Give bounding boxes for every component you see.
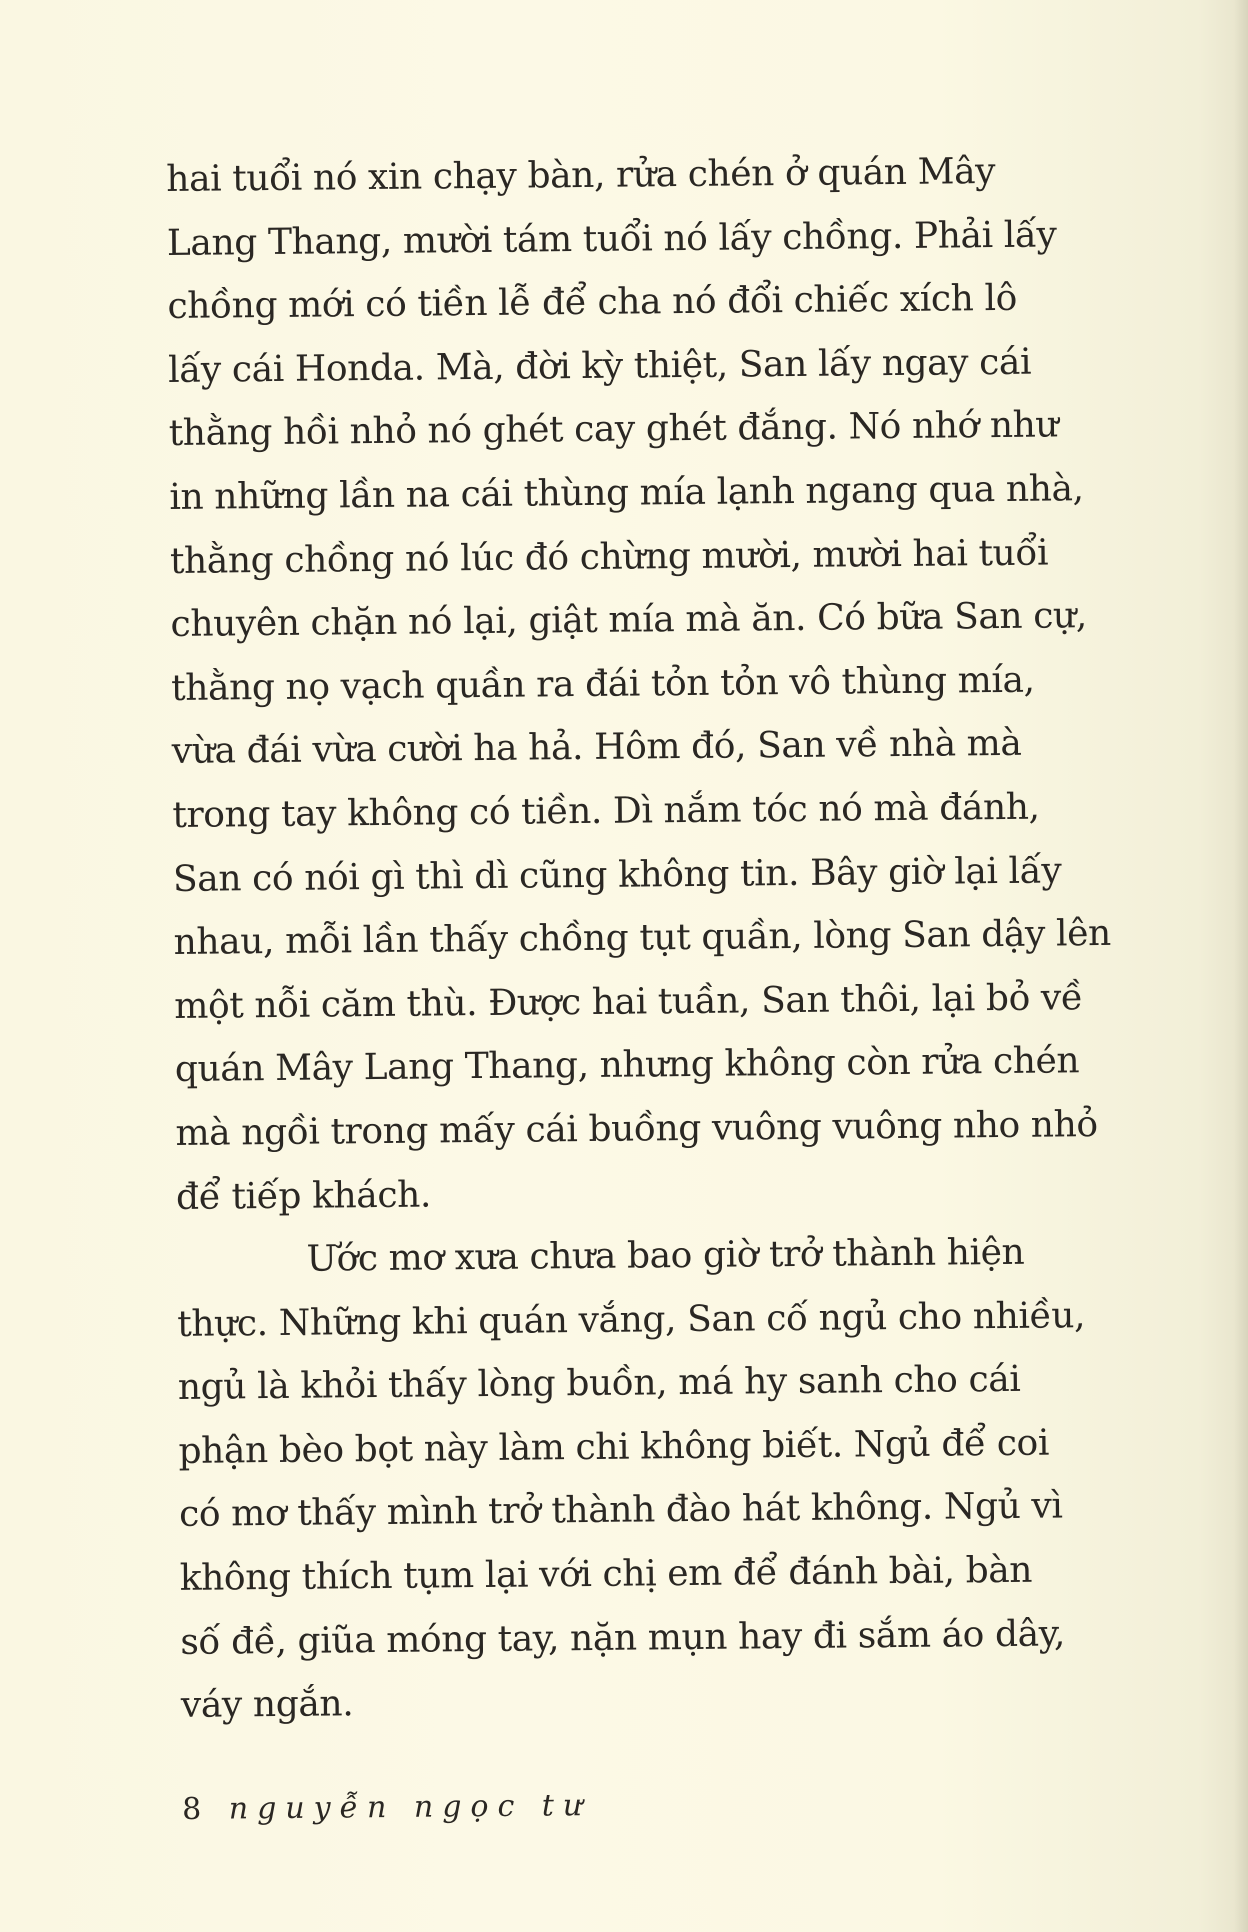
body-text: [166, 139, 1112, 1737]
text-line: hai tuổi nó xin chạy bàn, rửa chén ở quán Mây: [166, 151, 996, 200]
text-line: không thích tụm lại với chị em để đánh bài, bàn: [179, 1549, 1033, 1599]
text-line: thực. Những khi quán vắng, San cố ngủ cho nhiều,: [177, 1294, 1086, 1345]
text-line: nhau, mỗi lần thấy chồng tụt quần, lòng San dậy lên: [173, 913, 1112, 964]
paragraph-2: [176, 1220, 1086, 1737]
text-line: có mơ thấy mình trở thành đào hát không. Ngủ vì: [178, 1485, 1063, 1536]
text-line-indented: Ước mơ xưa chưa bao giờ trở thành hiện: [306, 1231, 1025, 1280]
text-line: chồng mới có tiền lễ để cha nó đổi chiếc xích lô: [167, 278, 1018, 328]
text-line: váy ngắn.: [180, 1683, 354, 1727]
page-number: 8: [182, 1791, 202, 1827]
text-line: lấy cái Honda. Mà, đời kỳ thiệt, San lấy ngay cái: [167, 341, 1032, 391]
text-line: phận bèo bọt này làm chi không biết. Ngủ để coi: [178, 1422, 1050, 1472]
text-line: San có nói gì thì dì cũng không tin. Bây giờ lại lấy: [172, 849, 1062, 900]
text-line: in những lần na cái thùng mía lạnh ngang qua nhà,: [169, 468, 1084, 518]
text-line: một nỗi căm thù. Được hai tuần, San thôi, lại bỏ về: [174, 976, 1083, 1027]
text-line: thằng hồi nhỏ nó ghét cay ghét đắng. Nó nhớ như: [168, 404, 1059, 455]
page-footer: [182, 1788, 591, 1827]
paragraph-1: [166, 139, 1112, 1229]
text-line: Lang Thang, mười tám tuổi nó lấy chồng. Phải lấy: [166, 214, 1057, 264]
text-line: số đề, giũa móng tay, nặn mụn hay đi sắm áo dây,: [180, 1613, 1066, 1663]
text-line: trong tay không có tiền. Dì nắm tóc nó mà đánh,: [172, 786, 1040, 836]
text-line: chuyên chặn nó lại, giật mía mà ăn. Có bữa San cự,: [170, 595, 1088, 646]
text-line: ngủ là khỏi thấy lòng buồn, má hy sanh cho cái: [177, 1359, 1021, 1409]
text-line: quán Mây Lang Thang, nhưng không còn rửa chén: [174, 1040, 1080, 1091]
page-edge-shadow: [1234, 0, 1248, 1932]
text-line: để tiếp khách.: [175, 1174, 432, 1218]
text-line: mà ngồi trong mấy cái buồng vuông vuông nho nhỏ: [175, 1104, 1098, 1154]
text-line: thằng nọ vạch quần ra đái tỏn tỏn vô thùng mía,: [170, 659, 1035, 709]
author-name: nguyễn ngọc tư: [228, 1788, 592, 1827]
text-line: vừa đái vừa cười ha hả. Hôm đó, San về nhà mà: [171, 723, 1022, 773]
text-line: thằng chồng nó lúc đó chừng mười, mười hai tuổi: [169, 532, 1049, 582]
